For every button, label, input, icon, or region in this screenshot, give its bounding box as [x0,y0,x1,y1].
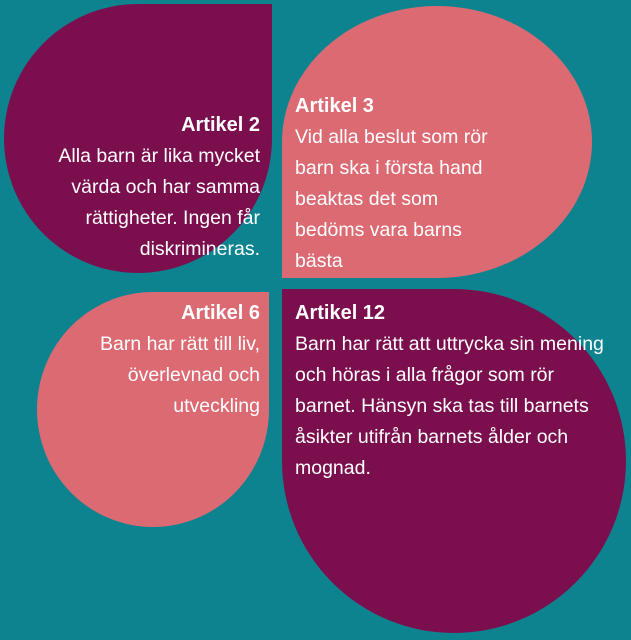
artikel-2-text [10,110,260,265]
artikel-3-text [295,91,505,277]
artikel-6-body: Barn har rätt till liv, överlevnad och utveckling [99,333,260,417]
artikel-12-body: Barn har rätt att uttrycka sin mening och höras i alla frågor som rör barnet. Hänsyn ska tas till barnets åsikter utifrån barnets ålder och mognad. [295,333,604,479]
artikel-2-body: Alla barn är lika mycket värda och har samma rättigheter. Ingen får diskrimineras. [58,145,260,260]
artikel-12-title: Artikel 12 [295,302,386,324]
artikel-6-title: Artikel 6 [181,302,260,324]
artikel-6-text [40,298,260,422]
artikel-3-body: Vid alla beslut som rör barn ska i första hand beaktas det som bedöms vara barns bästa [295,126,488,272]
artikel-3-title: Artikel 3 [295,95,374,117]
artikel-2-title: Artikel 2 [181,114,260,136]
artikel-12-text [295,298,605,484]
